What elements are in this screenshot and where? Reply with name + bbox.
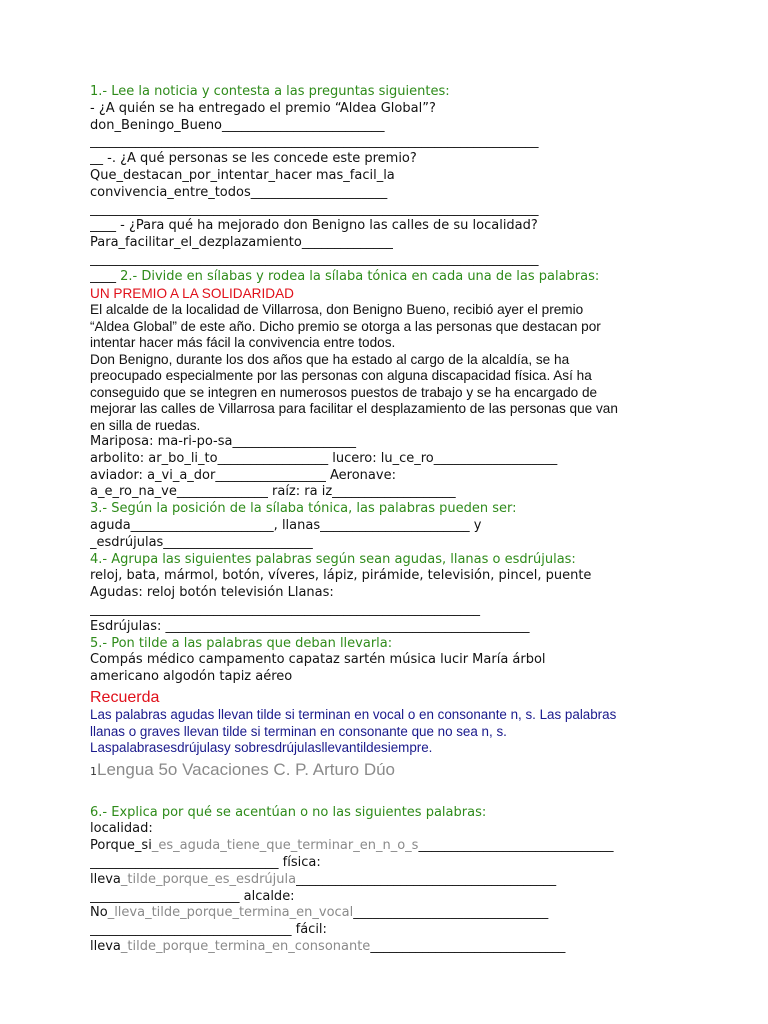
handwritten-answer: _es_aguda_tiene_que_terminar_en_n_o_s <box>151 838 419 854</box>
handwritten-answer: _tilde_porque_es_esdrújula <box>120 871 297 887</box>
text-line: 4.- Agrupa las siguientes palabras según sean agudas, llanas o esdrújulas: <box>90 551 576 567</box>
text-line: Que_destacan_por_intentar_hacer mas_facil_la <box>90 167 395 183</box>
text-line: __ -. ¿A qué personas se les concede este premio? <box>90 151 417 167</box>
answer-text: ______________________________ <box>353 905 549 921</box>
text-line: “Aldea Global” de este año. Dicho premio se otorga a las personas que destacan por <box>90 318 601 334</box>
answer-line <box>90 905 680 922</box>
text-line: _esdrújulas_______________________ <box>90 534 313 550</box>
answer-text: ______________________________ <box>370 938 566 954</box>
text-line: Recuerda <box>90 689 160 707</box>
text-line: El alcalde de la localidad de Villarrosa, don Benigno Bueno, recibió ayer el premio <box>90 302 584 318</box>
text-line: Don Benigno, durante los dos años que ha estado al cargo de la alcaldía, se ha <box>90 351 570 367</box>
text-line: reloj, bata, mármol, botón, víveres, lápiz, pirámide, televisión, pincel, puente <box>90 568 592 584</box>
text-line: preocupado especialmente por las personas con alguna discapacidad física. Así ha <box>90 368 592 384</box>
answer-text: ______________________________ <box>418 838 614 854</box>
text-line: intentar hacer más fácil la convivencia entre todos. <box>90 335 396 351</box>
answer-line: 6.- Explica por qué se acentúan o no las siguientes palabras: <box>90 804 487 820</box>
answer-text: Porque_si <box>90 838 152 854</box>
text-line: llanas o graves llevan tilde si terminan en consonante que no sea n, s. <box>90 723 507 739</box>
answer-line <box>90 922 680 939</box>
text-line <box>90 269 680 286</box>
answer-text: lleva <box>90 871 121 887</box>
text-line: Mariposa: ma-ri-po-sa___________________ <box>90 434 356 450</box>
text-line: en silla de ruedas. <box>90 417 201 433</box>
handwritten-answer: _lleva_tilde_porque_termina_en_vocal <box>107 905 354 921</box>
answer-text: No <box>90 905 108 921</box>
text-line: UN PREMIO A LA SOLIDARIDAD <box>90 285 294 301</box>
text-line: conseguido que se integren en numerosos puestos de trabajo y se ha encargado de <box>90 384 598 400</box>
text-line: mejorar las calles de Villarrosa para facilitar el desplazamiento de las personas que van <box>90 401 618 417</box>
answer-text: _____________________________ física: <box>90 854 321 870</box>
answer-line <box>90 838 680 855</box>
text-line: Las palabras agudas llevan tilde si terminan en vocal o en consonante n, s. Las palabras <box>90 707 617 723</box>
text-line: Esdrújulas: ________________________________________________________ <box>90 618 530 634</box>
text-line: _____________________________________________________________________ <box>90 251 539 267</box>
text-line: aguda______________________, llanas_______________________ y <box>90 518 482 534</box>
text-line: convivencia_entre_todos_____________________ <box>90 184 388 200</box>
page-footer <box>90 759 680 783</box>
text-line: ____________________________________________________________ <box>90 602 480 618</box>
page-number: 1 <box>90 764 97 778</box>
text-line: a_e_ro_na_ve______________ raíz: ra iz___________________ <box>90 484 456 500</box>
text-line: arbolito: ar_bo_li_to_________________ lucero: lu_ce_ro___________________ <box>90 450 558 466</box>
exercises-block-2 <box>90 805 680 956</box>
text-line: 5.- Pon tilde a las palabras que deban llevarla: <box>90 635 393 651</box>
text-line: don_Beningo_Bueno_________________________ <box>90 117 385 133</box>
text-line: _____________________________________________________________________ <box>90 134 539 150</box>
worksheet-page <box>90 84 680 956</box>
blank-line: ____ <box>90 268 116 284</box>
text-line: Para_facilitar_el_dezplazamiento______________ <box>90 235 393 251</box>
answer-line <box>90 889 680 906</box>
answer-line <box>90 855 680 872</box>
answer-line: localidad: <box>90 821 153 837</box>
text-line: ____ - ¿Para qué ha mejorado don Benigno las calles de su localidad? <box>90 218 538 234</box>
text-line: Agudas: reloj botón televisión Llanas: <box>90 585 334 601</box>
answer-line <box>90 872 680 889</box>
handwritten-answer: _tilde_porque_termina_en_consonante <box>120 938 371 954</box>
text-line: Compás médico campamento capataz sartén música lucir María árbol <box>90 652 546 668</box>
text-line: - ¿A quién se ha entregado el premio “Aldea Global”? <box>90 100 436 116</box>
exercises-block-1 <box>90 84 680 757</box>
text-line: Laspalabrasesdrújulasy sobresdrújulasllevantildesiempre. <box>90 740 433 756</box>
text-line: 1.- Lee la noticia y contesta a las preguntas siguientes: <box>90 84 450 99</box>
text-line: _____________________________________________________________________ <box>90 201 539 217</box>
text-line: aviador: a_vi_a_dor_________________ Aeronave: <box>90 467 396 483</box>
text-line: 3.- Según la posición de la sílaba tónica, las palabras pueden ser: <box>90 501 517 517</box>
answer-text: lleva <box>90 938 121 954</box>
answer-text: ________________________________________ <box>296 871 557 887</box>
answer-text: _______________________________ fácil: <box>90 922 327 938</box>
footer-text: Lengua 5o Vacaciones C. P. Arturo Dúo <box>97 759 396 779</box>
text-line: americano algodón tapiz aéreo <box>90 669 293 685</box>
exercise-heading: 2.- Divide en sílabas y rodea la sílaba tónica en cada una de las palabras: <box>116 268 600 284</box>
answer-line <box>90 939 680 956</box>
answer-text: _______________________ alcalde: <box>90 888 295 904</box>
